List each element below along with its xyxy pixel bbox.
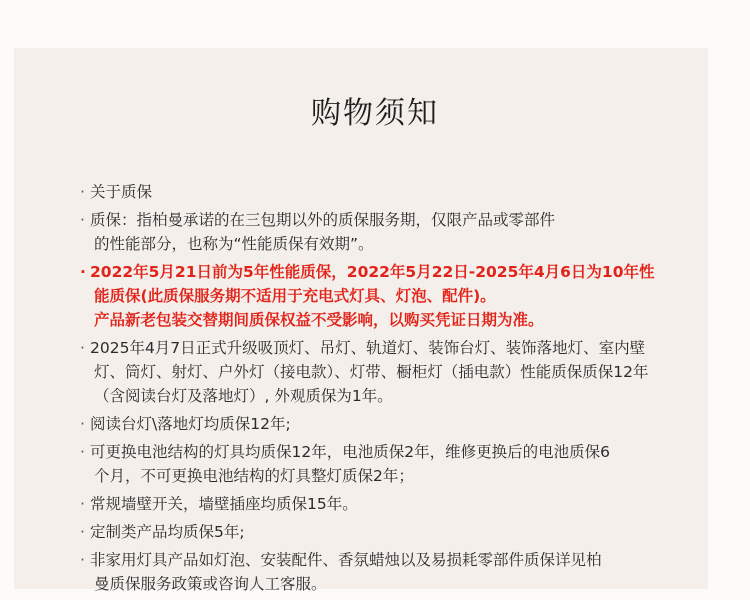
notice-line: 产品新老包装交替期间质保权益不受影响，以购买凭证日期为准。 <box>94 311 544 329</box>
notice-item <box>80 260 680 332</box>
notice-list <box>80 180 680 600</box>
notice-line: 能质保(此质保服务期不适用于充电式灯具、灯泡、配件)。 <box>94 287 496 305</box>
notice-line: 常规墙壁开关，墙壁插座均质保15年。 <box>90 495 358 513</box>
notice-item <box>80 412 680 436</box>
page-title: 购物须知 <box>311 96 439 131</box>
notice-line: 定制类产品均质保5年; <box>90 523 245 541</box>
notice-item <box>80 208 680 256</box>
bullet-dot: · <box>80 495 85 513</box>
notice-line: （含阅读台灯及落地灯）, 外观质保为1年。 <box>94 387 393 405</box>
notice-line: 曼质保服务政策或咨询人工客服。 <box>94 575 327 593</box>
notice-line: 非家用灯具产品如灯泡、安装配件、香氛蜡烛以及易损耗零部件质保详见柏 <box>90 551 602 569</box>
notice-line: 的性能部分，也称为“性能质保有效期”。 <box>94 235 374 253</box>
notice-line: 可更换电池结构的灯具均质保12年，电池质保2年，维修更换后的电池质保6 <box>90 443 610 461</box>
bullet-dot: · <box>80 415 85 433</box>
notice-item <box>80 492 680 516</box>
notice-item <box>80 520 680 544</box>
bullet-dot: · <box>80 443 85 461</box>
bullet-dot: · <box>80 523 85 541</box>
bullet-dot: · <box>80 551 85 569</box>
bullet-dot: · <box>80 339 85 357</box>
notice-line: 个月，不可更换电池结构的灯具整灯质保2年； <box>94 467 414 485</box>
bullet-dot: · <box>80 211 85 229</box>
bullet-dot: · <box>80 183 85 201</box>
notice-item <box>80 180 680 204</box>
notice-line: 阅读台灯\落地灯均质保12年; <box>90 415 291 433</box>
notice-line: 灯、筒灯、射灯、户外灯（接电款）、灯带、橱柜灯（插电款）性能质保质保12年 <box>94 363 649 381</box>
bullet-dot: · <box>80 263 86 281</box>
notice-line: 2022年5月21日前为5年性能质保，2022年5月22日-2025年4月6日为10年性 <box>90 263 655 281</box>
notice-line: 2025年4月7日正式升级吸顶灯、吊灯、轨道灯、装饰台灯、装饰落地灯、室内壁 <box>90 339 646 357</box>
notice-item <box>80 440 680 488</box>
notice-item <box>80 336 680 408</box>
notice-line: 关于质保 <box>90 183 153 201</box>
notice-line: 质保：指柏曼承诺的在三包期以外的质保服务期，仅限产品或零部件 <box>90 211 556 229</box>
